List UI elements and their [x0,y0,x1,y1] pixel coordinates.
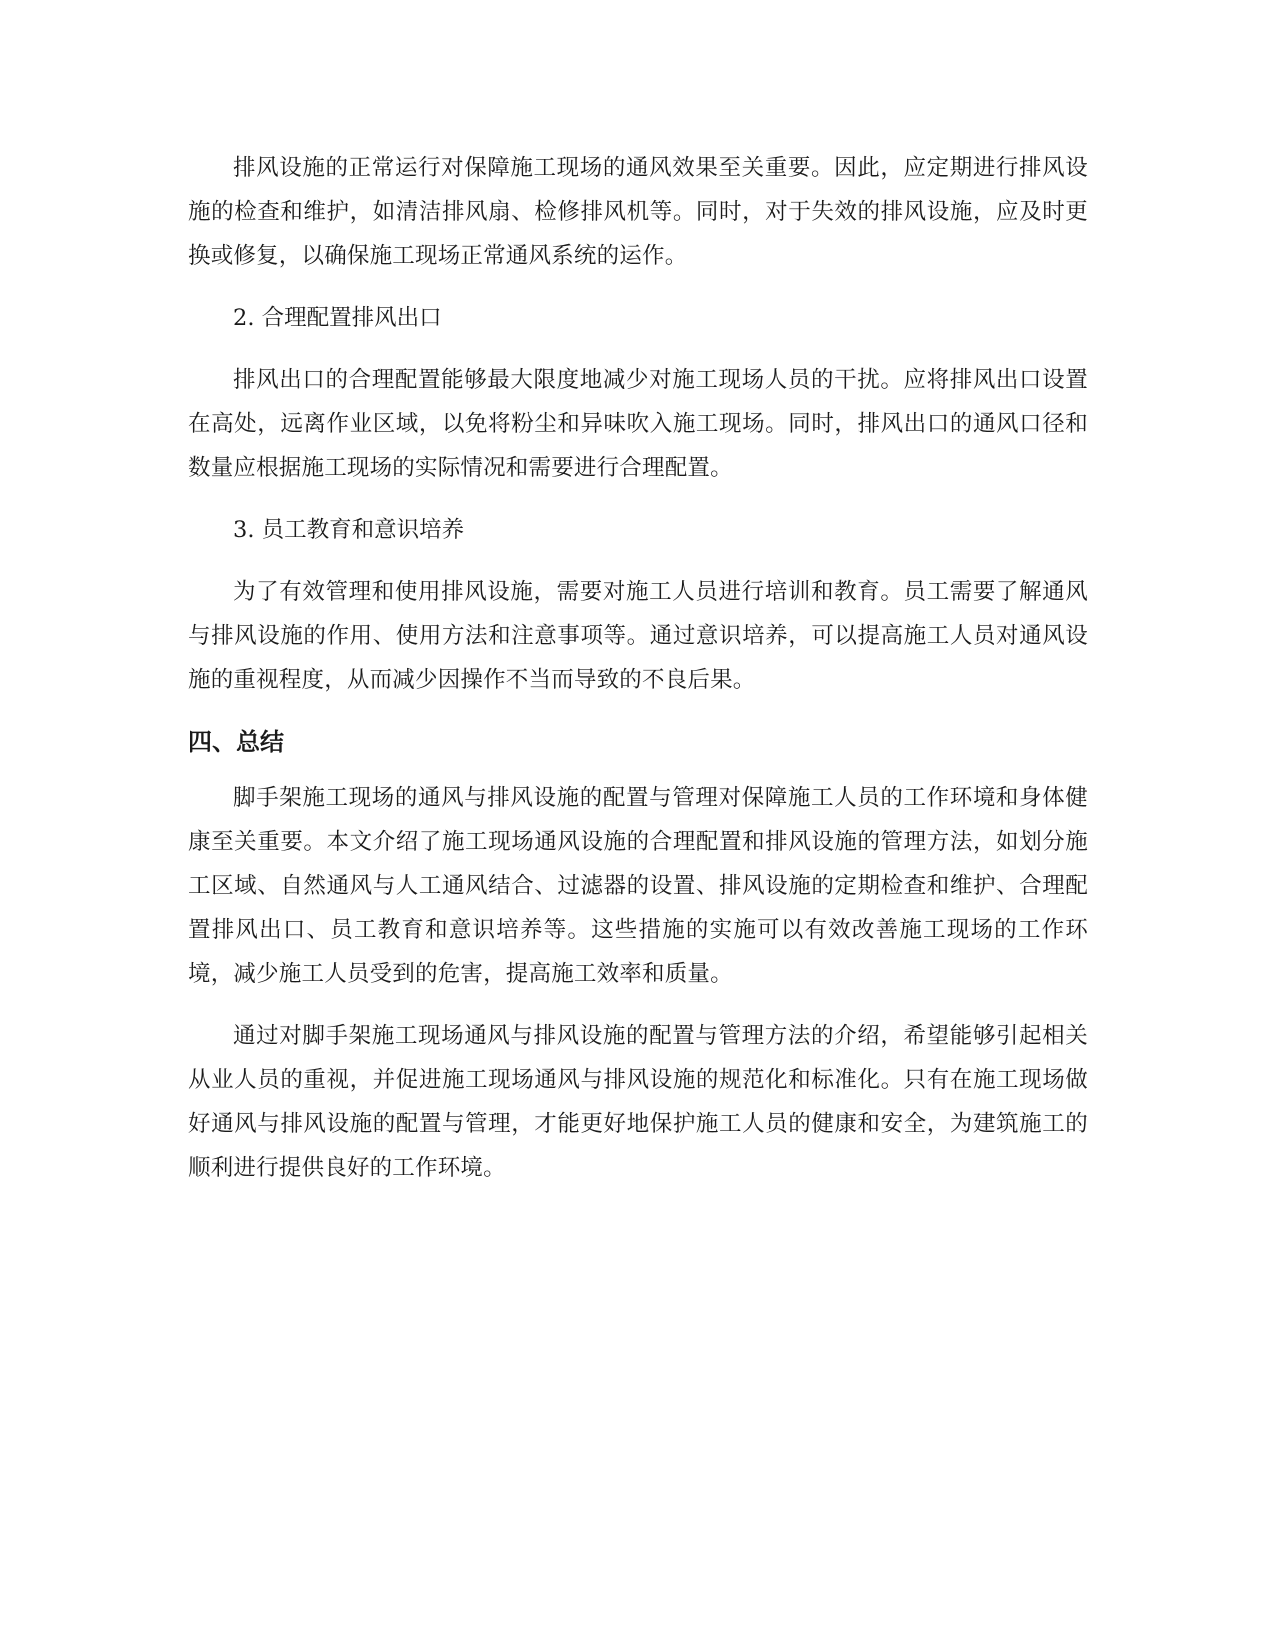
paragraph-exhaust-maintenance: 排风设施的正常运行对保障施工现场的通风效果至关重要。因此，应定期进行排风设施的检查和维护，如清洁排风扇、检修排风机等。同时，对于失效的排风设施，应及时更换或修复，以确保施工现场正常通风系统的运作。 [188,155,1088,269]
paragraph-summary-1: 脚手架施工现场的通风与排风设施的配置与管理对保障施工人员的工作环境和身体健康至关重要。本文介绍了施工现场通风设施的合理配置和排风设施的管理方法，如划分施工区域、自然通风与人工通风结合、过滤器的设置、排风设施的定期检查和维护、合理配置排风出口、员工教育和意识培养等。这些措施的实施可以有效改善施工现场的工作环境，减少施工人员受到的危害，提高施工效率和质量。 [188,785,1088,987]
subheading-staff-education: 3. 员工教育和意识培养 [233,517,465,543]
document-body [188,146,1088,1208]
paragraph-summary-2: 通过对脚手架施工现场通风与排风设施的配置与管理方法的介绍，希望能够引起相关从业人员的重视，并促进施工现场通风与排风设施的规范化和标准化。只有在施工现场做好通风与排风设施的配置与管理，才能更好地保护施工人员的健康和安全，为建筑施工的顺利进行提供良好的工作环境。 [188,1023,1088,1181]
paragraph-staff-education: 为了有效管理和使用排风设施，需要对施工人员进行培训和教育。员工需要了解通风与排风设施的作用、使用方法和注意事项等。通过意识培养，可以提高施工人员对通风设施的重视程度，从而减少因操作不当而导致的不良后果。 [188,579,1088,693]
paragraph-exhaust-outlet: 排风出口的合理配置能够最大限度地减少对施工现场人员的干扰。应将排风出口设置在高处，远离作业区域，以免将粉尘和异味吹入施工现场。同时，排风出口的通风口径和数量应根据施工现场的实际情况和需要进行合理配置。 [188,367,1088,481]
section-heading-summary: 四、总结 [188,728,284,756]
subheading-exhaust-outlet: 2. 合理配置排风出口 [233,305,442,331]
